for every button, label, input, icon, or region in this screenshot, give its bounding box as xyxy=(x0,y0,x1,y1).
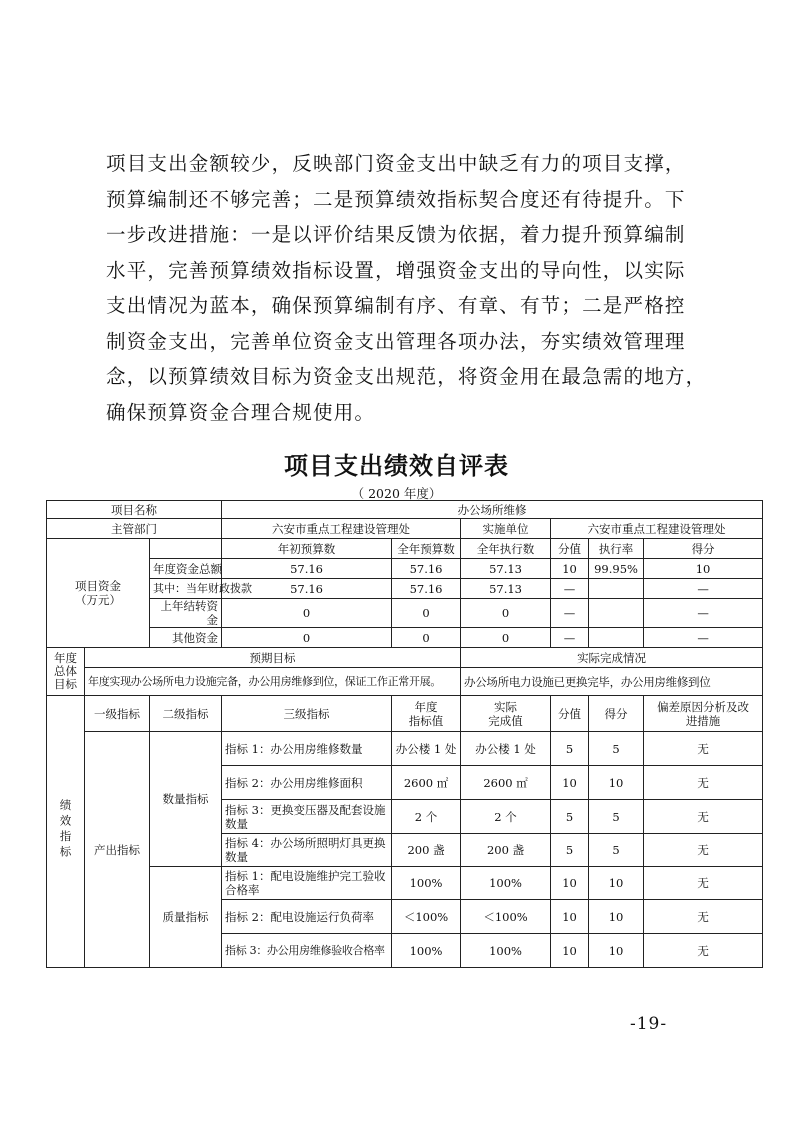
actual-result-header: 实际完成情况 xyxy=(461,648,763,668)
performance-indicators-label xyxy=(47,696,85,968)
indicator-score: 10 xyxy=(589,900,644,934)
indicator-name: 指标 1：配电设施维护完工验收合格率 xyxy=(222,867,392,900)
funds-row-label: 上年结转资金 xyxy=(150,599,222,628)
funds-header: 全年预算数 xyxy=(392,539,461,559)
funds-cell: 0 xyxy=(392,628,461,648)
indicator-name: 指标 2：办公用房维修面积 xyxy=(222,766,392,800)
funds-cell: — xyxy=(551,599,589,628)
funds-cell: — xyxy=(644,599,763,628)
funds-cell: — xyxy=(644,628,763,648)
funds-cell: 57.16 xyxy=(392,579,461,599)
paragraph-line: 支出情况为蓝本，确保预算编制有序、有章、有节；二是严格控 xyxy=(106,294,686,317)
funds-cell: — xyxy=(551,579,589,599)
indicator-target: 100% xyxy=(392,867,461,900)
indicator-note: 无 xyxy=(644,900,763,934)
level1-indicator: 产出指标 xyxy=(85,732,150,968)
indicator-score: 10 xyxy=(589,867,644,900)
indicator-target: 100% xyxy=(392,934,461,968)
funds-cell: 57.13 xyxy=(461,579,551,599)
funds-cell xyxy=(589,579,644,599)
indicator-note: 无 xyxy=(644,934,763,968)
paragraph-line: 水平，完善预算绩效指标设置，增强资金支出的导向性，以实际 xyxy=(106,258,686,282)
funds-header: 分值 xyxy=(551,539,589,559)
indicator-score: 10 xyxy=(589,766,644,800)
indicator-score-value: 10 xyxy=(551,867,589,900)
indicator-target: 2 个 xyxy=(392,800,461,834)
funds-cell xyxy=(589,628,644,648)
perf-header: 三级指标 xyxy=(222,696,392,732)
indicator-name: 指标 2：配电设施运行负荷率 xyxy=(222,900,392,934)
indicator-score: 5 xyxy=(589,732,644,766)
quantity-indicator: 数量指标 xyxy=(150,732,222,867)
funds-header: 执行率 xyxy=(589,539,644,559)
funds-cell: 10 xyxy=(644,559,763,579)
indicator-score-value: 10 xyxy=(551,900,589,934)
funds-cell: 0 xyxy=(461,628,551,648)
dept-value: 六安市重点工程建设管理处 xyxy=(222,519,461,539)
perf-header: 实际 完成值 xyxy=(461,696,551,732)
indicator-score: 5 xyxy=(589,800,644,834)
indicator-actual: 100% xyxy=(461,934,551,968)
dept-label: 主管部门 xyxy=(47,519,222,539)
perf-header: 偏差原因分析及改 进措施 xyxy=(644,696,763,732)
paragraph-line: 预算编制还不够完善；二是预算绩效指标契合度还有待提升。下 xyxy=(106,187,686,211)
expected-goal-header: 预期目标 xyxy=(85,648,461,668)
perf-header: 年度 指标值 xyxy=(392,696,461,732)
indicator-note: 无 xyxy=(644,766,763,800)
funds-label xyxy=(47,539,150,648)
indicator-target: 办公楼 1 处 xyxy=(392,732,461,766)
funds-header: 年初预算数 xyxy=(222,539,392,559)
table-year: （ 2020 年度） xyxy=(351,486,442,501)
funds-cell: 57.13 xyxy=(461,559,551,579)
indicator-name: 指标 3：办公用房维修验收合格率 xyxy=(222,934,392,968)
funds-header: 全年执行数 xyxy=(461,539,551,559)
indicator-note: 无 xyxy=(644,867,763,900)
funds-row-label: 其中：当年财政拨款 xyxy=(150,579,222,599)
indicator-name: 指标 3：更换变压器及配套设施数量 xyxy=(222,800,392,834)
funds-label-line: 项目资金 xyxy=(75,579,121,593)
indicator-actual: 2 个 xyxy=(461,800,551,834)
performance-indicators-text: 绩效指标 xyxy=(58,799,73,861)
indicator-actual: 200 盏 xyxy=(461,834,551,867)
indicator-actual: ＜100% xyxy=(461,900,551,934)
annual-goal-label: 年度总体目标 xyxy=(47,648,85,696)
impl-value: 六安市重点工程建设管理处 xyxy=(551,519,763,539)
perf-header: 分值 xyxy=(551,696,589,732)
funds-label-unit: （万元） xyxy=(75,593,121,607)
funds-cell: 99.95% xyxy=(589,559,644,579)
project-name-value: 办公场所维修 xyxy=(222,501,763,519)
funds-cell: 0 xyxy=(461,599,551,628)
funds-header-blank xyxy=(150,539,222,559)
indicator-target: ＜100% xyxy=(392,900,461,934)
self-evaluation-table xyxy=(46,500,763,968)
indicator-score-value: 10 xyxy=(551,934,589,968)
funds-cell: 10 xyxy=(551,559,589,579)
indicator-note: 无 xyxy=(644,834,763,867)
indicator-note: 无 xyxy=(644,732,763,766)
perf-header: 二级指标 xyxy=(150,696,222,732)
indicator-score-value: 5 xyxy=(551,732,589,766)
funds-cell: 57.16 xyxy=(392,559,461,579)
indicator-actual: 100% xyxy=(461,867,551,900)
funds-row-label: 其他资金 xyxy=(150,628,222,648)
indicator-actual: 办公楼 1 处 xyxy=(461,732,551,766)
funds-cell: 0 xyxy=(222,599,392,628)
funds-cell: — xyxy=(551,628,589,648)
indicator-target: 2600 ㎡ xyxy=(392,766,461,800)
quality-indicator: 质量指标 xyxy=(150,867,222,968)
indicator-score-value: 5 xyxy=(551,834,589,867)
actual-result-text: 办公场所电力设施已更换完毕，办公用房维修到位 xyxy=(461,668,763,696)
funds-cell: 0 xyxy=(392,599,461,628)
funds-row-label: 年度资金总额 xyxy=(150,559,222,579)
indicator-actual: 2600 ㎡ xyxy=(461,766,551,800)
indicator-name: 指标 4：办公场所照明灯具更换数量 xyxy=(222,834,392,867)
paragraph-line: 项目支出金额较少，反映部门资金支出中缺乏有力的项目支撑， xyxy=(106,152,686,175)
indicator-target: 200 盏 xyxy=(392,834,461,867)
indicator-score-value: 10 xyxy=(551,766,589,800)
paragraph-line: 确保预算资金合理合规使用。 xyxy=(106,400,376,424)
project-name-label: 项目名称 xyxy=(47,501,222,519)
indicator-score-value: 5 xyxy=(551,800,589,834)
paragraph-line: 制资金支出，完善单位资金支出管理各项办法，夯实绩效管理理 xyxy=(106,329,686,353)
impl-label: 实施单位 xyxy=(461,519,551,539)
table-title: 项目支出绩效自评表 xyxy=(284,452,509,480)
funds-cell: 0 xyxy=(222,628,392,648)
funds-cell: — xyxy=(644,579,763,599)
page-number: -19- xyxy=(630,1014,668,1034)
paragraph-line: 一步改进措施：一是以评价结果反馈为依据，着力提升预算编制 xyxy=(106,223,686,246)
paragraph-line: 念，以预算绩效目标为资金支出规范，将资金用在最急需的地方， xyxy=(106,365,707,388)
perf-header: 一级指标 xyxy=(85,696,150,732)
indicator-name: 指标 1：办公用房维修数量 xyxy=(222,732,392,766)
body-paragraph xyxy=(106,146,707,430)
indicator-score: 10 xyxy=(589,934,644,968)
indicator-score: 5 xyxy=(589,834,644,867)
funds-cell xyxy=(589,599,644,628)
funds-cell: 57.16 xyxy=(222,559,392,579)
funds-cell: 57.16 xyxy=(222,579,392,599)
indicator-note: 无 xyxy=(644,800,763,834)
funds-header: 得分 xyxy=(644,539,763,559)
expected-goal-text: 年度实现办公场所电力设施完备，办公用房维修到位，保证工作正常开展。 xyxy=(85,668,461,696)
perf-header: 得分 xyxy=(589,696,644,732)
